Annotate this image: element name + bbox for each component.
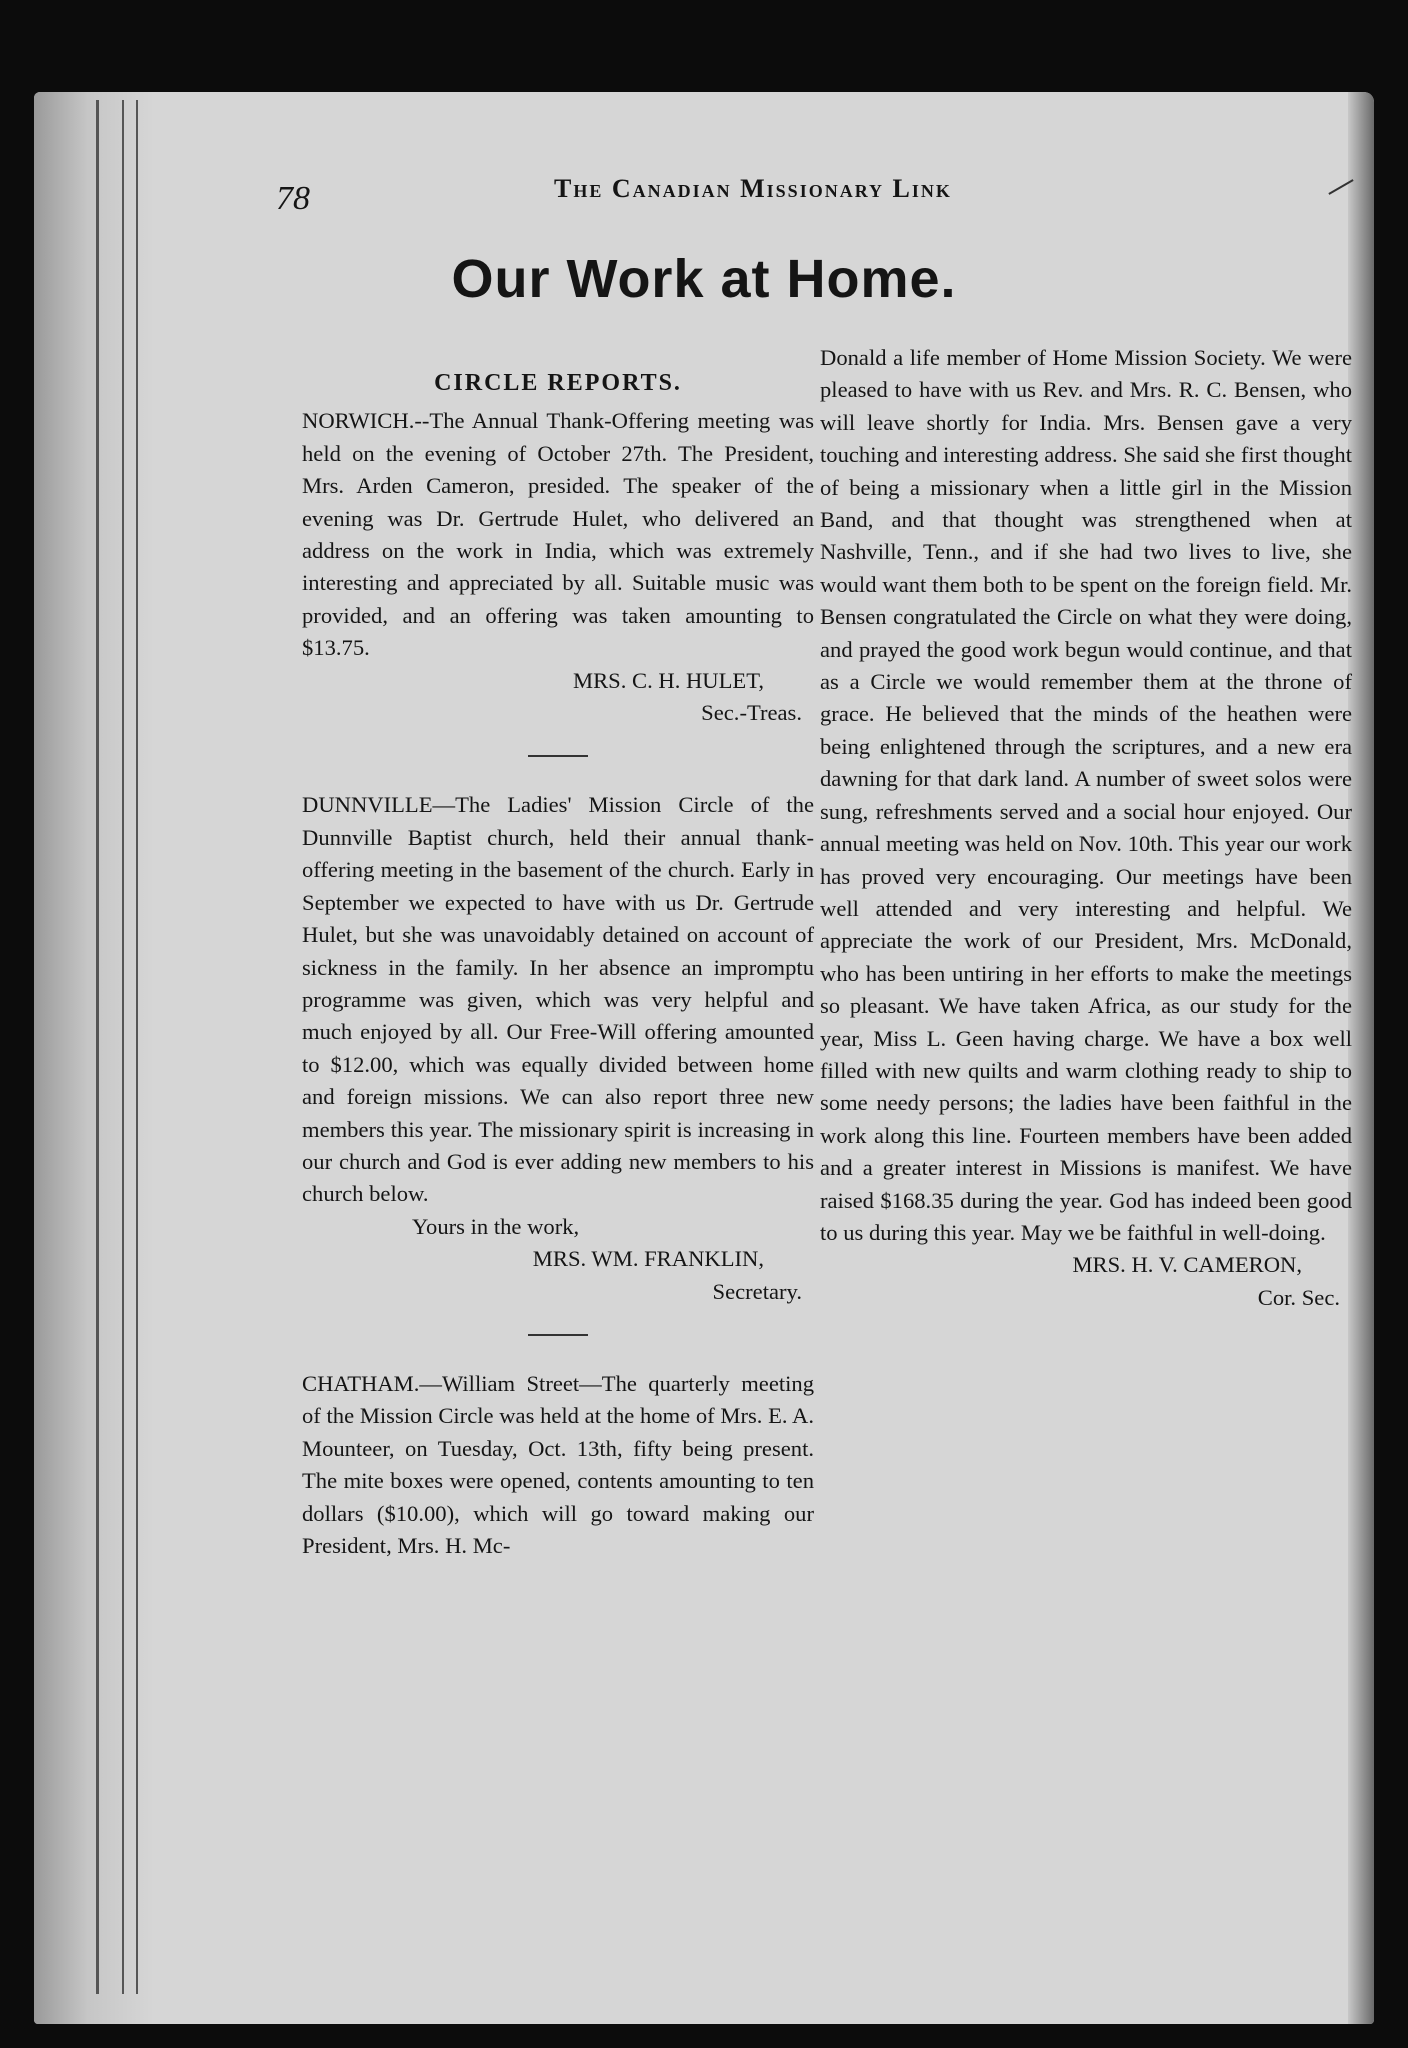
binding-rule	[96, 100, 99, 1994]
binding-rule	[122, 100, 124, 1994]
chatham-report-start: CHATHAM.—William Street—The quarterly meeting of the Mission Circle was held at the home of Mrs. E. A. Mounteer, on Tuesday, Oct. 13th, fifty being present. The mite boxes were opened, contents amounting to ten dollars ($10.00), which will go toward making our President, Mrs. H. Mc-	[302, 1370, 814, 1558]
running-head: The Canadian Missionary Link	[554, 174, 952, 203]
chatham-report-continued: Donald a life member of Home Mission Society. We were pleased to have with us Rev. and Mrs. R. C. Bensen, who will leave shortly for India. Mrs. Bensen gave a very touching and interesting address. She said she first thought of being a missionary when a little girl in the Mission Band, and that thought was strengthened when at Nashville, Tenn., and if she had two lives to live, she would want them both to be spent on the foreign field. Mr. Bensen congratulated the Circle on what they were doing, and prayed the good work begun would continue, and that as a Circle we would remember them at the throne of grace. He believed that the minds of the heathen were being enlightened through the scriptures, and a new era dawning for that dark land. A number of sweet solos were sung, refreshments served and a social hour enjoyed. Our annual meeting was held on Nov. 10th. This year our work has proved very encouraging. Our meetings have been well attended and very interesting and helpful. We appreciate the work of our President, Mrs. McDonald, who has been untiring in her efforts to make the meetings so pleasant. We have taken Africa, as our study for the year, Miss L. Geen having charge. We have a box well filled with new quilts and warm clothing ready to ship to some needy persons; the ladies have been faithful in the work along this line. Fourteen members have been added and a greater interest in Missions is manifest. We have raised $168.35 during the year. God has indeed been good to us during this year. May we be faithful in well-doing.	[820, 345, 1352, 1245]
dunnville-closing: Yours in the work,	[412, 1213, 580, 1239]
norwich-report: NORWICH.--The Annual Thank-Offering meeting was held on the evening of October 27th. The President, Mrs. Arden Cameron, presided. The speaker of the evening was Dr. Gertrude Hulet, who delivered an address on the work in India, which was extremely interesting and appreciated by all. Suitable music was provided, and an offering was taken amounting to $13.75.	[302, 408, 814, 661]
page-title: Our Work at Home.	[451, 249, 957, 309]
page-number: 78	[276, 180, 310, 217]
dunnville-report: DUNNVILLE—The Ladies' Mission Circle of the Dunnville Baptist church, held their annual thank-offering meeting in the basement of the church. Early in September we expected to have with us Dr. Gertrude Hulet, but she was unavoidably detained on account of sickness in the family. In her absence an impromptu programme was given, which was very helpful and much enjoyed by all. Our Free-Will offering amounted to $12.00, which was equally divided between home and foreign missions. We can also report three new members this year. The missionary spirit is increasing in our church and God is ever adding new members to his church below.	[302, 792, 814, 1207]
binding-rule	[136, 100, 138, 1994]
section-heading: CIRCLE REPORTS.	[434, 370, 682, 396]
separator	[528, 1334, 588, 1336]
dunnville-signer: MRS. WM. FRANKLIN,	[532, 1246, 764, 1272]
norwich-signer: MRS. C. H. HULET,	[572, 667, 764, 693]
left-column	[302, 367, 814, 1562]
dunnville-signer-title: Secretary.	[712, 1278, 802, 1304]
scanned-page	[34, 92, 1374, 2024]
separator	[528, 755, 588, 757]
chatham-signer: MRS. H. V. CAMERON,	[1072, 1252, 1302, 1278]
right-column	[820, 342, 1352, 1314]
chatham-signer-title: Cor. Sec.	[1257, 1284, 1340, 1310]
norwich-signer-title: Sec.-Treas.	[701, 700, 802, 726]
